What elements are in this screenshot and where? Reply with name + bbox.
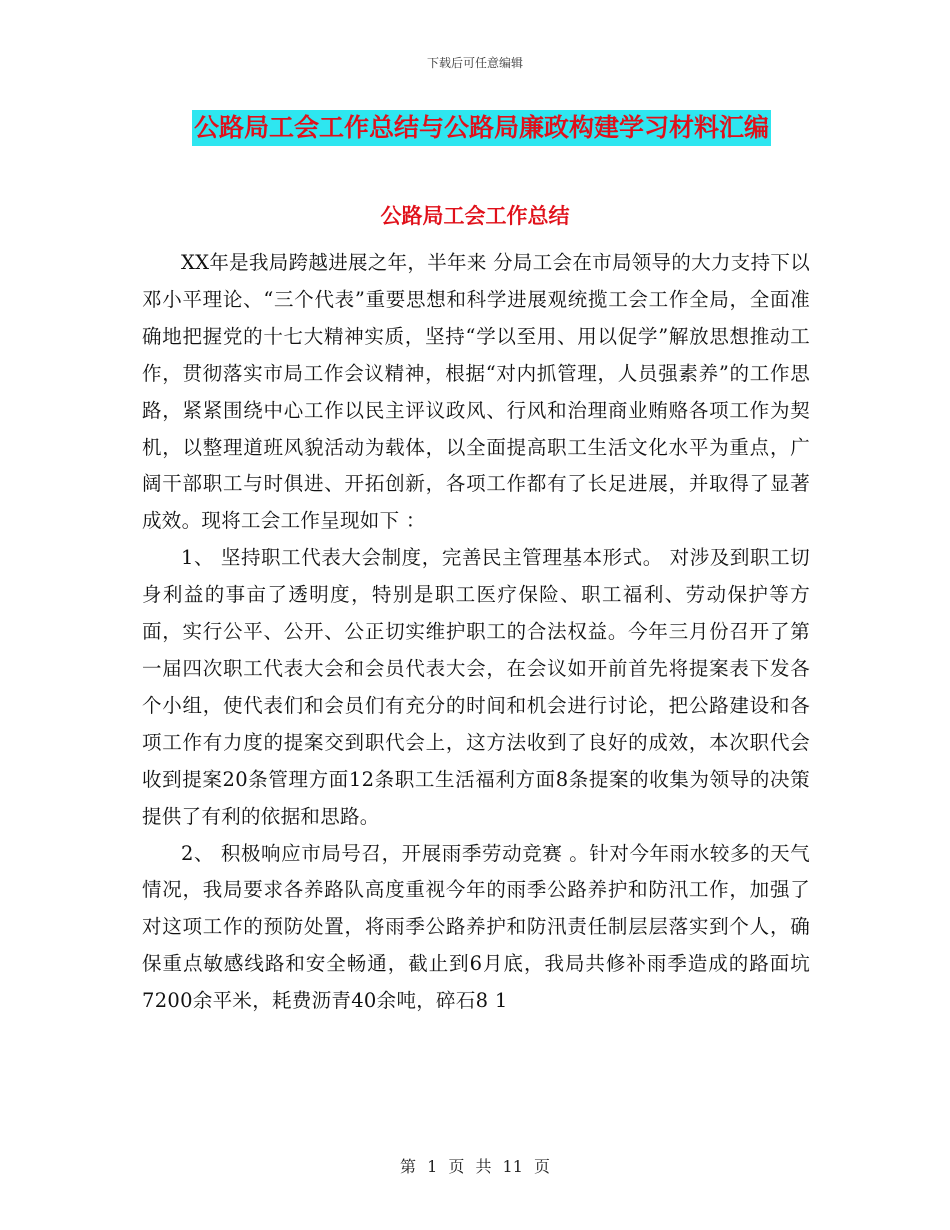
page-header-note: 下载后可任意编辑 (426, 56, 523, 70)
document-main-title: 公路局工会工作总结与公路局廉政构建学习材料汇编 (192, 110, 771, 146)
page-number-footer: 第 1 页 共 11 页 (400, 1157, 550, 1176)
paragraph-item-2: 2、 积极响应市局号召，开展雨季劳动竞赛 。针对今年雨水较多的天气情况，我局要求各养路队高度重视今年的雨季公路养护和防汛工作，加强了对这项工作的预防处置，将雨季公路养护和防汛责任制层层落实到个人，确保重点敏感线路和安全畅通，截止到6月底，我局共修补雨季造成的路面坑7200余平米，耗费沥青40余吨，碎石8 1 (142, 841, 810, 1013)
paragraph-item-1: 1、 坚持职工代表大会制度，完善民主管理基本形式。 对涉及到职工切身利益的事亩了透明度，特别是职工医疗保险、职工福利、劳动保护等方面，实行公平、公开、公正切实维护职工的合法权益。今年三月份召开了第一届四次职工代表大会和会员代表大会，在会议如开前首先将提案表下发各个小组，使代表们和会员们有充分的时间和机会进行讨论，把公路建设和各项工作有力度的提案交到职代会上，这方法收到了良好的成效，本次职代会收到提案20条管理方面12条职工生活福利方面8条提案的收集为领导的决策提供了有利的依据和思路。 (142, 546, 810, 828)
section-title: 公路局工会工作总结 (380, 204, 570, 228)
document-body (142, 245, 810, 1020)
paragraph-intro: XX年是我局跨越进展之年，半年来 分局工会在市局领导的大力支持下以邓小平理论、“三个代表”重要思想和科学进展观统揽工会工作全局，全面准确地把握党的十七大精神实质，坚持“学以至用、用以促学”解放思想推动工作，贯彻落实市局工作会议精神，根据“对内抓管理，人员强素养”的工作思路，紧紧围绕中心工作以民主评议政风、行风和治理商业贿赂各项工作为契机，以整理道班风貌活动为载体，以全面提高职工生活文化水平为重点，广阔干部职工与时俱进、开拓创新，各项工作都有了长足进展，并取得了显著成效。现将工会工作呈现如下 ： (142, 251, 810, 533)
